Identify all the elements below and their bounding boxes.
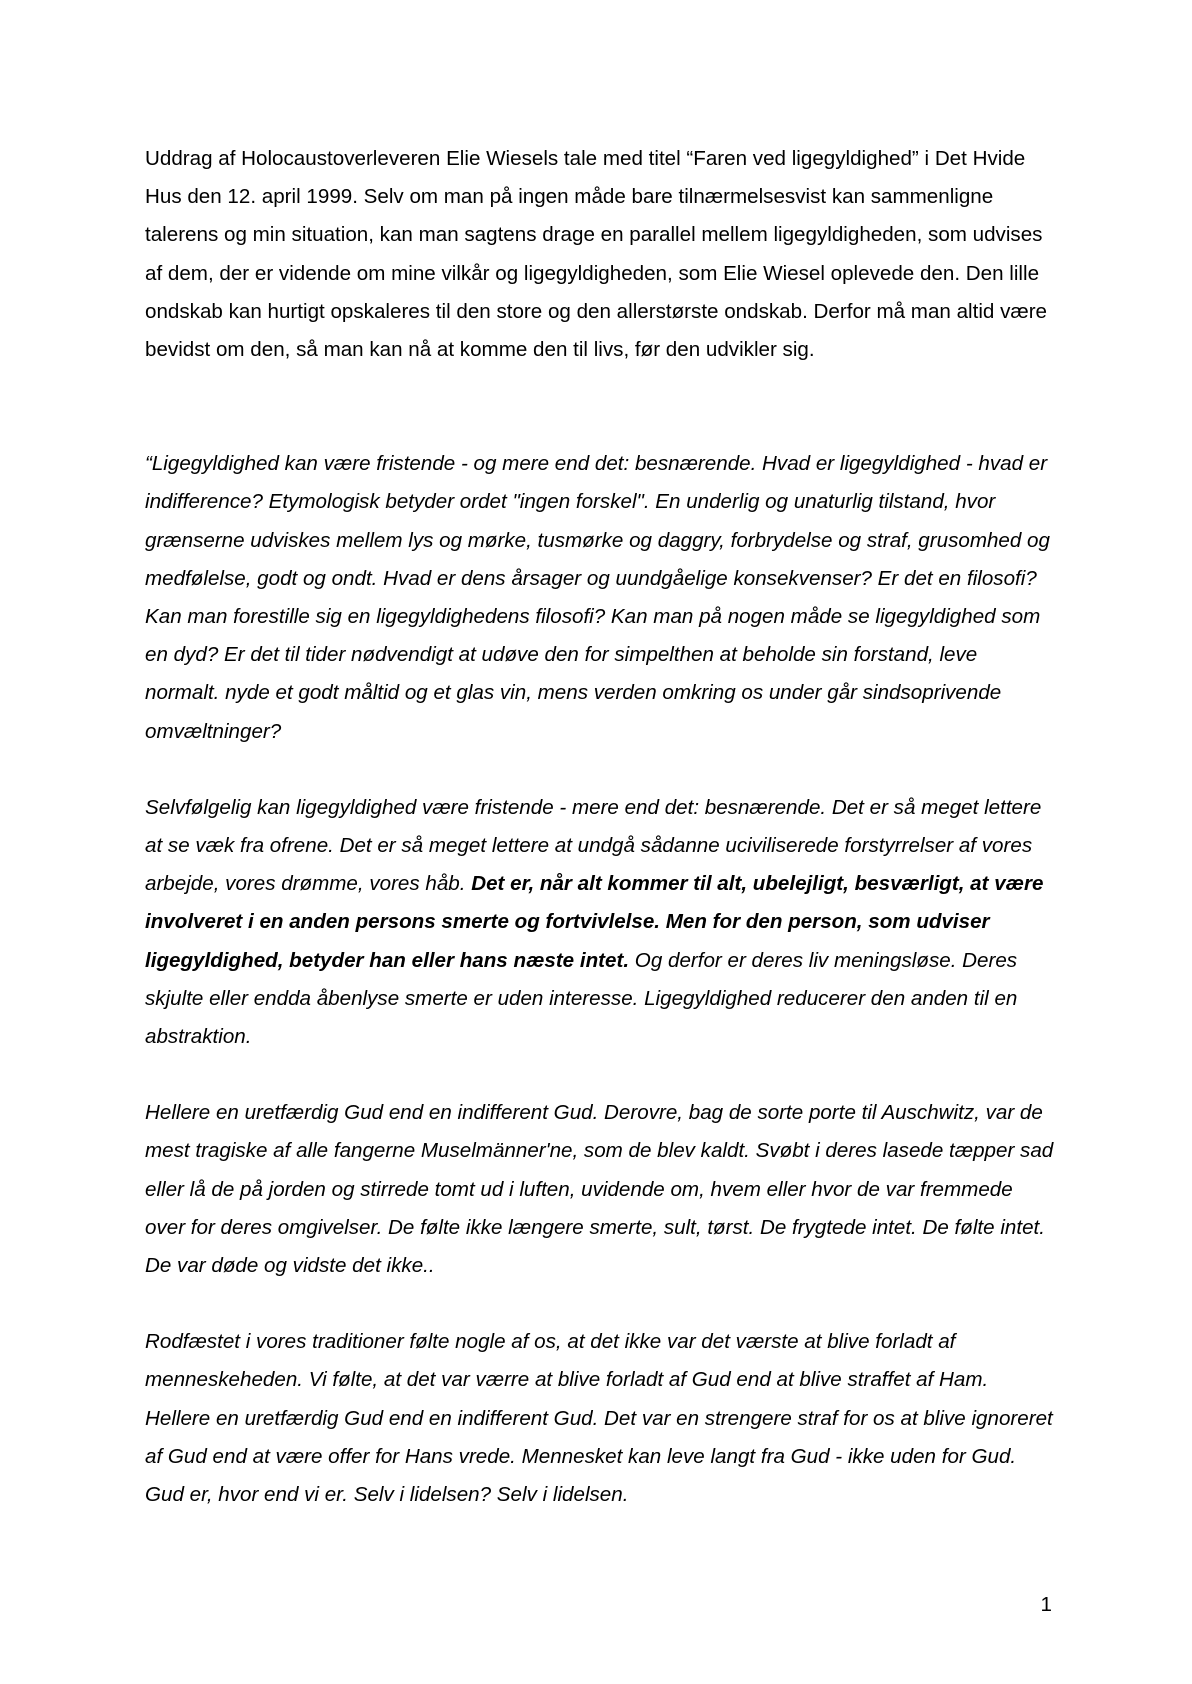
quote-paragraph-2 xyxy=(145,789,1055,1056)
quote-2-intro-text: Selvfølgelig kan ligegyldighed være fristende - mere end det: besnærende. Det er så meget lettere at se væk fra ofrene. Det er så meget lettere at undgå sådanne uciviliserede forstyrrelser af vores arbejde, vores drømme, vores håb. xyxy=(145,795,1042,896)
intro-paragraph: Uddrag af Holocaustoverleveren Elie Wiesels tale med titel “Faren ved ligegyldighed” i Det Hvide Hus den 12. april 1999. Selv om man på ingen måde bare tilnærmelsesvist kan sammenligne talerens og min situation, kan man sagtens drage en parallel mellem ligegyldigheden, som udvises af dem, der er vidende om mine vilkår og ligegyldigheden, som Elie Wiesel oplevede den. Den lille ondskab kan hurtigt opskaleres til den store og den allerstørste ondskab. Derfor må man altid være bevidst om den, så man kan nå at komme den til livs, før den udvikler sig. xyxy=(145,147,1048,362)
quote-paragraph-3: Hellere en uretfærdig Gud end en indifferent Gud. Derovre, bag de sorte porte til Auschwitz, var de mest tragiske af alle fangerne Muselmänner'ne, som de blev kaldt. Svøbt i deres lasede tæpper sad eller lå de på jorden og stirrede tomt ud i luften, uvidende om, hvem eller hvor de var fremmede over for deres omgivelser. De følte ikke længere smerte, sult, tørst. De frygtede intet. De følte intet. De var døde og vidste det ikke.. xyxy=(145,1101,1054,1278)
quote-2-closing-text: Og derfor er deres liv meningsløse. Deres skjulte eller endda åbenlyse smerte er uden interesse. Ligegyldighed reducerer den anden til en abstraktion. xyxy=(145,948,1018,1049)
quote-2-bold-text: Det er, når alt kommer til alt, ubelejligt, besværligt, at være involveret i en anden persons smerte og fortvivlelse. Men for den person, som udviser ligegyldighed, betyder han eller hans næste intet. xyxy=(145,872,1044,972)
quote-paragraph-4: Rodfæstet i vores traditioner følte nogle af os, at det ikke var det værste at blive forladt af menneskeheden. Vi følte, at det var værre at blive forladt af Gud end at blive straffet af Ham. Hellere en uretfærdig Gud end en indifferent Gud. Det var en strengere straf for os at blive ignoreret af Gud end at være offer for Hans vrede. Mennesket kan leve langt fra Gud - ikke uden for Gud. Gud er, hvor end vi er. Selv i lidelsen? Selv i lidelsen. xyxy=(145,1330,1053,1507)
quote-paragraph-1: “Ligegyldighed kan være fristende - og mere end det: besnærende. Hvad er ligegyldighed - hvad er indifference? Etymologisk betyder ordet "ingen forskel". En underlig og unaturlig tilstand, hvor grænserne udviskes mellem lys og mørke, tusmørke og daggry, forbrydelse og straf, grusomhed og medfølelse, godt og ondt. Hvad er dens årsager og uundgåelige konsekvenser? Er det en filosofi? Kan man forestille sig en ligegyldighedens filosofi? Kan man på nogen måde se ligegyldighed som en dyd? Er det til tider nødvendigt at udøve den for simpelthen at beholde sin forstand, leve normalt. nyde et godt måltid og et glas vin, mens verden omkring os under går sindsoprivende omvæltninger? xyxy=(145,452,1050,743)
page-number: 1 xyxy=(1040,1593,1052,1616)
document-body xyxy=(145,140,1055,1514)
